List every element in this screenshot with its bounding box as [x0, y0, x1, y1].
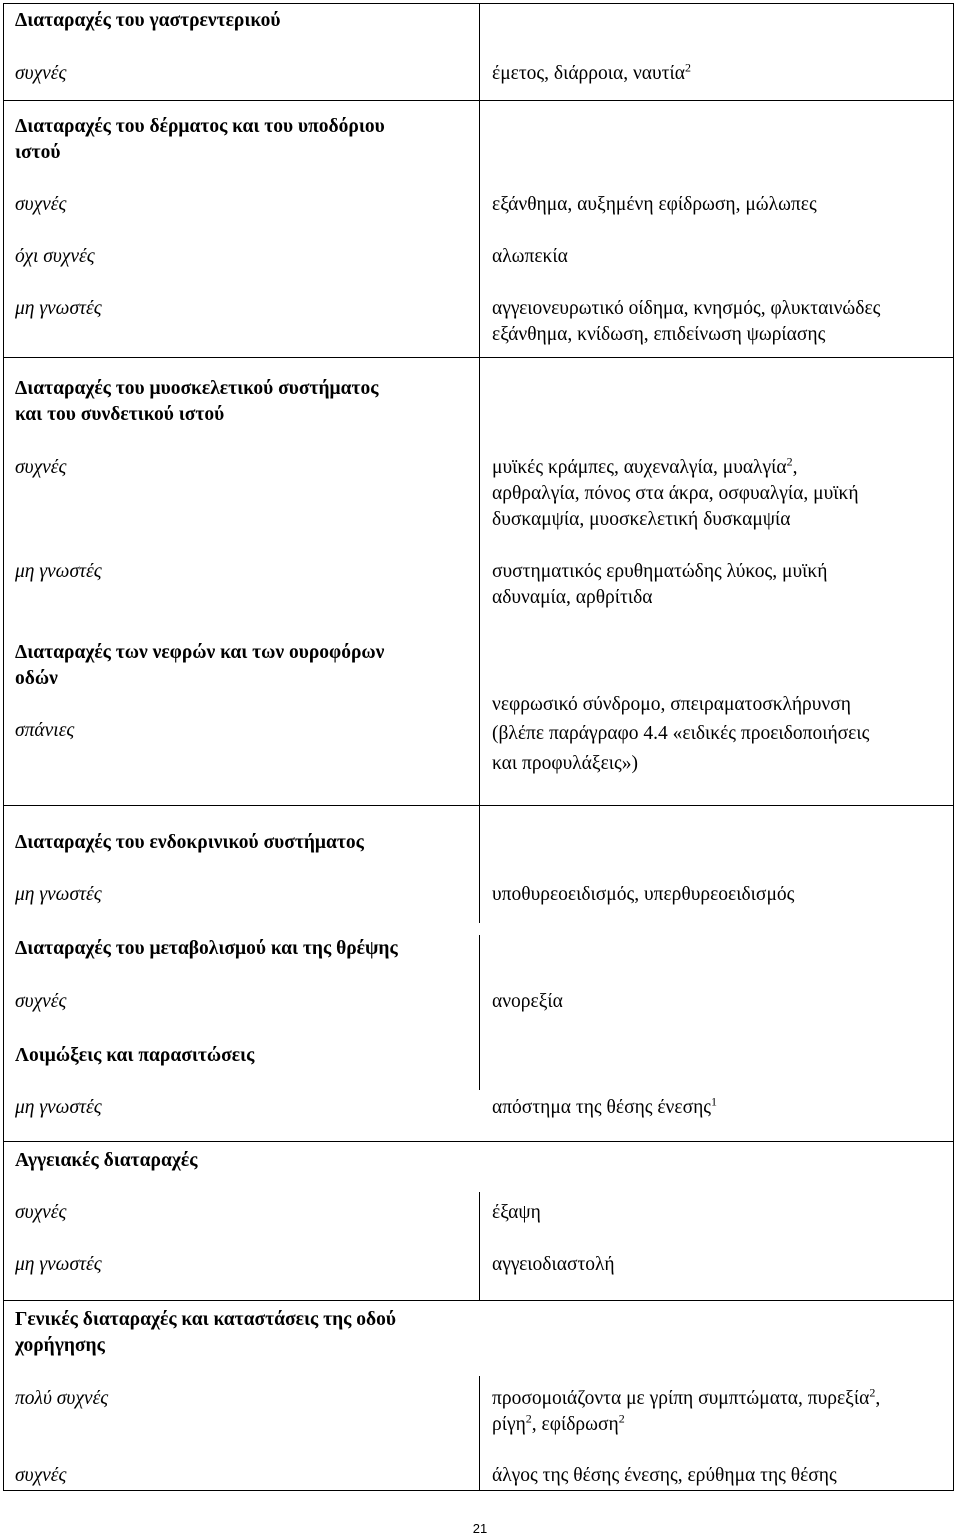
- section-heading-cont: και του συνδετικού ιστού: [15, 404, 225, 425]
- effect-text: υποθυρεοειδισμός, υπερθυρεοειδισμός: [492, 884, 795, 905]
- effect-text-cont: εξάνθημα, κνίδωση, επιδείνωση ψωρίασης: [492, 324, 826, 345]
- column-divider: [479, 4, 480, 100]
- effect-text: ανορεξία: [492, 991, 563, 1012]
- section-heading: Λοιμώξεις και παρασιτώσεις: [15, 1045, 255, 1066]
- section-heading: Αγγειακές διαταραχές: [15, 1150, 198, 1171]
- effect-text: συστηματικός ερυθηματώδης λύκος, μυϊκή: [492, 561, 828, 582]
- effect-text: προσομοιάζοντα με γρίπη συμπτώματα, πυρεξία$^2$,: [492, 1385, 881, 1409]
- effect-text: απόστημα της θέσης ένεσης$^1$: [492, 1094, 717, 1118]
- frequency-label: όχι συχνές: [15, 246, 95, 267]
- table-row-endocrine-metabolism-infections: [3, 805, 954, 1141]
- effect-text: αλωπεκία: [492, 246, 568, 267]
- column-divider: [479, 806, 480, 923]
- effect-text: έμετος, διάρροια, ναυτία$^2$: [492, 60, 691, 84]
- table-row-vascular: [3, 1141, 954, 1300]
- frequency-label: μη γνωστές: [15, 298, 102, 319]
- section-heading: Διαταραχές του γαστρεντερικού: [15, 10, 281, 31]
- frequency-label: συχνές: [15, 1202, 67, 1223]
- section-heading: Διαταραχές του ενδοκρινικού συστήματος: [15, 832, 364, 853]
- page-number: 21: [472, 1521, 488, 1536]
- effect-text-cont: δυσκαμψία, μυοσκελετική δυσκαμψία: [492, 509, 791, 530]
- column-divider: [479, 358, 480, 805]
- frequency-label: συχνές: [15, 991, 67, 1012]
- column-divider: [479, 1192, 480, 1300]
- section-heading-cont: ιστού: [15, 142, 61, 163]
- frequency-label: πολύ συχνές: [15, 1388, 109, 1409]
- effect-text-cont: αδυναμία, αρθρίτιδα: [492, 587, 653, 608]
- frequency-label: συχνές: [15, 194, 67, 215]
- section-heading: Διαταραχές του μυοσκελετικού συστήματος: [15, 378, 379, 399]
- effect-text: αγγειοδιαστολή: [492, 1254, 615, 1275]
- effect-text: αγγειονευρωτικό οίδημα, κνησμός, φλυκταινώδες: [492, 298, 881, 319]
- section-heading: Διαταραχές των νεφρών και των ουροφόρων: [15, 642, 385, 663]
- frequency-label: μη γνωστές: [15, 1254, 102, 1275]
- table-row-musculoskeletal-renal: [3, 357, 954, 805]
- effect-text-cont: ρίγη$^2$, εφίδρωση$^2$: [492, 1411, 625, 1435]
- table-row-skin: [3, 100, 954, 357]
- frequency-label: συχνές: [15, 63, 67, 84]
- frequency-label: σπάνιες: [15, 720, 75, 741]
- effect-text: έξαψη: [492, 1202, 541, 1223]
- effect-text-cont: και προφυλάξεις»): [492, 753, 638, 774]
- table-row-general: [3, 1300, 954, 1491]
- section-heading: Γενικές διαταραχές και καταστάσεις της οδού: [15, 1309, 396, 1330]
- column-divider: [479, 935, 480, 1090]
- table-row-gastrointestinal: [3, 3, 954, 100]
- frequency-label: μη γνωστές: [15, 1097, 102, 1118]
- effect-text: μυϊκές κράμπες, αυχεναλγία, μυαλγία$^2$,: [492, 454, 798, 478]
- effect-text-cont: αρθραλγία, πόνος στα άκρα, οσφυαλγία, μυϊκή: [492, 483, 859, 504]
- column-divider: [479, 1376, 480, 1490]
- section-heading-cont: χορήγησης: [15, 1335, 105, 1356]
- column-divider: [479, 101, 480, 357]
- section-heading-cont: οδών: [15, 668, 58, 689]
- frequency-label: μη γνωστές: [15, 561, 102, 582]
- section-heading: Διαταραχές του δέρματος και του υποδόριου: [15, 116, 385, 137]
- effect-text: νεφρωσικό σύνδρομο, σπειραματοσκλήρυνση: [492, 694, 851, 715]
- frequency-label: μη γνωστές: [15, 884, 102, 905]
- section-heading: Διαταραχές του μεταβολισμού και της θρέψης: [15, 938, 398, 959]
- effect-text: εξάνθημα, αυξημένη εφίδρωση, μώλωπες: [492, 194, 817, 215]
- effect-text-cont: (βλέπε παράγραφο 4.4 «ειδικές προειδοποιήσεις: [492, 723, 870, 744]
- frequency-label: συχνές: [15, 1465, 67, 1486]
- frequency-label: συχνές: [15, 457, 67, 478]
- effect-text: άλγος της θέσης ένεσης, ερύθημα της θέσης: [492, 1465, 837, 1486]
